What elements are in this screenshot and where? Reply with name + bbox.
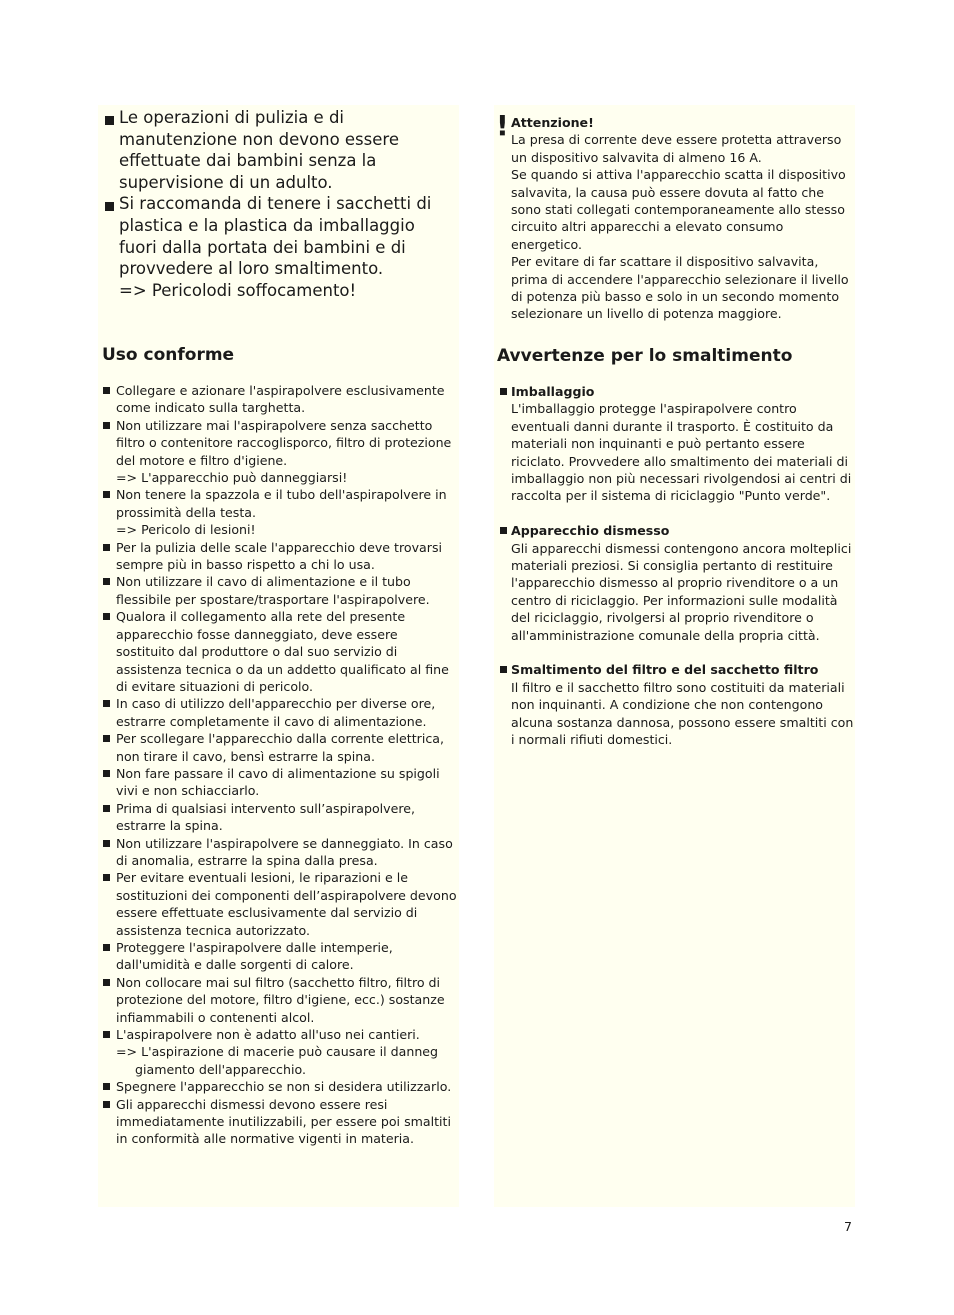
bullet-square-icon: [105, 202, 114, 211]
list-item: [103, 1096, 459, 1148]
list-item: [500, 383, 856, 505]
list-item: [103, 695, 459, 730]
list-item: [103, 1026, 459, 1078]
list-item: [103, 939, 459, 974]
item-text: L'imballaggio protegge l'aspirapolvere contro eventuali danni durante il trasporto. È costituito da materiali non inquinanti e può pertanto essere riciclato. Provvedere allo smaltimento dei materiali di imballaggio non più necessari rivolgendosi ai centri di raccolta per il sistema di riciclaggio "Punto verde".: [511, 401, 852, 504]
item-text: Prima di qualsiasi intervento sull’aspirapolvere, estrarre la spina.: [116, 800, 416, 834]
item-text: Per evitare eventuali lesioni, le riparazioni e le sostituzioni dei componenti dell’aspirapolvere devono essere effettuate esclusivamente dal servizio di assistenza tecnica autorizzato.: [116, 870, 457, 938]
attention-paragraph: La presa di corrente deve essere protetta attraverso un dispositivo salvavita di almeno 16 A.: [511, 132, 842, 165]
item-text: L'aspirapolvere non è adatto all'uso nei cantieri.: [116, 1027, 420, 1043]
uso-conforme-list: [103, 382, 459, 1148]
item-text: In caso di utilizzo dell'apparecchio per diverse ore, estrarre completamente il cavo di alimentazione.: [116, 696, 436, 729]
list-item: [103, 765, 459, 800]
item-text: Proteggere l'aspirapolvere dalle intemperie, dall'umidità e dalle sorgenti di calore.: [116, 940, 393, 973]
bullet-square-icon: [500, 666, 507, 673]
list-item: [103, 573, 459, 608]
item-note-continued: giamento dell'apparecchio.: [135, 1061, 306, 1077]
bullet-square-icon: [103, 840, 110, 847]
item-title: Smaltimento del filtro e del sacchetto filtro: [511, 662, 819, 678]
bullet-square-icon: [103, 979, 110, 986]
list-item: [500, 522, 856, 644]
item-text: Gli apparecchi dismessi devono essere resi immediatamente inutilizzabili, per essere poi smaltiti in conformità alle normative vigenti in materia.: [116, 1096, 451, 1147]
bullet-square-icon: [103, 770, 110, 777]
page-number: 7: [844, 1219, 853, 1234]
attention-paragraph: Se quando si attiva l'apparecchio scatta il dispositivo salvavita, la causa può essere dovuta al fatto che sono stati collegati contemporaneamente allo stesso circuito altri apparecchi a elevato consumo energetico.: [511, 167, 846, 252]
item-note: => L'aspirazione di macerie può causare il danneg: [116, 1044, 439, 1060]
bullet-square-icon: [103, 805, 110, 812]
safety-warnings-list: [103, 107, 455, 301]
list-item: [103, 869, 459, 939]
bullet-square-icon: [103, 1101, 110, 1108]
warning-text: Le operazioni di pulizia e di manutenzione non devono essere effettuate dai bambini senza la supervisione di un adulto.: [119, 108, 399, 192]
item-text: Non collocare mai sul filtro (sacchetto filtro, filtro di protezione del motore, filtro d'igiene, ecc.) sostanze infiammabili o contenenti alcol.: [116, 974, 445, 1025]
attention-title: Attenzione!: [511, 115, 594, 130]
warning-text: Si raccomanda di tenere i sacchetti di plastica e la plastica da imballaggio fuori dalla portata dei bambini e di provvedere al loro smaltimento.: [119, 194, 432, 279]
item-text: Spegnere l'apparecchio se non si desidera utilizzarlo.: [116, 1079, 452, 1095]
item-text: Non utilizzare l'aspirapolvere se danneggiato. In caso di anomalia, estrarre la spina dalla presa.: [116, 835, 453, 868]
bullet-square-icon: [500, 388, 507, 395]
list-item: [103, 800, 459, 835]
item-text: Non utilizzare il cavo di alimentazione e il tubo flessibile per spostare/trasportare l'aspirapolvere.: [116, 574, 430, 607]
item-text: Non tenere la spazzola e il tubo dell'aspirapolvere in prossimità della testa.: [116, 487, 447, 520]
item-text: Per scollegare l'apparecchio dalla corrente elettrica, non tirare il cavo, bensì estrarre la spina.: [116, 731, 444, 764]
exclamation-icon: !: [496, 109, 509, 142]
item-text: Collegare e azionare l'aspirapolvere esclusivamente come indicato sulla targhetta.: [116, 383, 445, 416]
bullet-square-icon: [103, 578, 110, 585]
safety-warning-item: [103, 107, 455, 193]
list-item: [103, 539, 459, 574]
attention-paragraph: Per evitare di far scattare il dispositivo salvavita, prima di accendere l'apparecchio selezionare il livello di potenza più basso e solo in un secondo momento selezionare un livello di potenza maggiore.: [511, 254, 849, 322]
item-note: => Pericolo di lesioni!: [116, 522, 256, 538]
item-title: Imballaggio: [511, 384, 595, 399]
list-item: [103, 608, 459, 695]
safety-warning-item: [103, 193, 455, 301]
bullet-square-icon: [103, 544, 110, 551]
attention-notice: [496, 109, 856, 323]
bullet-square-icon: [103, 1083, 110, 1090]
bullet-square-icon: [103, 735, 110, 742]
bullet-square-icon: [103, 422, 110, 429]
smaltimento-list: [500, 383, 856, 766]
bullet-square-icon: [500, 527, 507, 534]
item-text: Non utilizzare mai l'aspirapolvere senza sacchetto filtro o contenitore raccoglisporco, filtro di protezione del motore e filtro d'igiene.: [116, 417, 452, 468]
list-item: [103, 382, 459, 417]
item-text: Per la pulizia delle scale l'apparecchio deve trovarsi sempre più in basso rispetto a chi lo usa.: [116, 539, 443, 573]
bullet-square-icon: [103, 874, 110, 881]
uso-conforme-heading: Uso conforme: [102, 345, 235, 365]
list-item: [500, 661, 856, 748]
item-text: Qualora il collegamento alla rete del presente apparecchio fosse danneggiato, deve essere sostituito dal produttore o dal suo servizio di assistenza tecnica o da un addetto qualificato al fine di evitare situazioni di pericolo.: [116, 609, 449, 694]
bullet-square-icon: [105, 116, 114, 125]
item-text: Non fare passare il cavo di alimentazione su spigoli vivi e non schiacciarlo.: [116, 765, 440, 799]
list-item: [103, 835, 459, 870]
bullet-square-icon: [103, 491, 110, 498]
smaltimento-heading: Avvertenze per lo smaltimento: [497, 346, 793, 366]
list-item: [103, 417, 459, 487]
list-item: [103, 486, 459, 538]
item-note: => L'apparecchio può danneggiarsi!: [116, 470, 348, 486]
bullet-square-icon: [103, 387, 110, 394]
attention-body: [511, 114, 856, 323]
warning-note: => Pericolodi soffocamento!: [119, 280, 357, 300]
item-text: Il filtro e il sacchetto filtro sono costituiti da materiali non inquinanti. A condizione che non contengono alcuna sostanza dannosa, possono essere smaltiti con i normali rifiuti domestici.: [511, 679, 854, 748]
bullet-square-icon: [103, 613, 110, 620]
list-item: [103, 730, 459, 765]
item-text: Gli apparecchi dismessi contengono ancora molteplici materiali preziosi. Si consiglia pertanto di restituire l'apparecchio dismesso al proprio rivenditore o a un centro di riciclaggio. Per informazioni sulle modalità del riciclaggio, rivolgersi al proprio rivenditore o all'amministrazione comunale della propria città.: [511, 540, 852, 643]
bullet-square-icon: [103, 700, 110, 707]
item-title: Apparecchio dismesso: [511, 523, 670, 539]
bullet-square-icon: [103, 944, 110, 951]
list-item: [103, 1078, 459, 1095]
bullet-square-icon: [103, 1031, 110, 1038]
list-item: [103, 974, 459, 1026]
